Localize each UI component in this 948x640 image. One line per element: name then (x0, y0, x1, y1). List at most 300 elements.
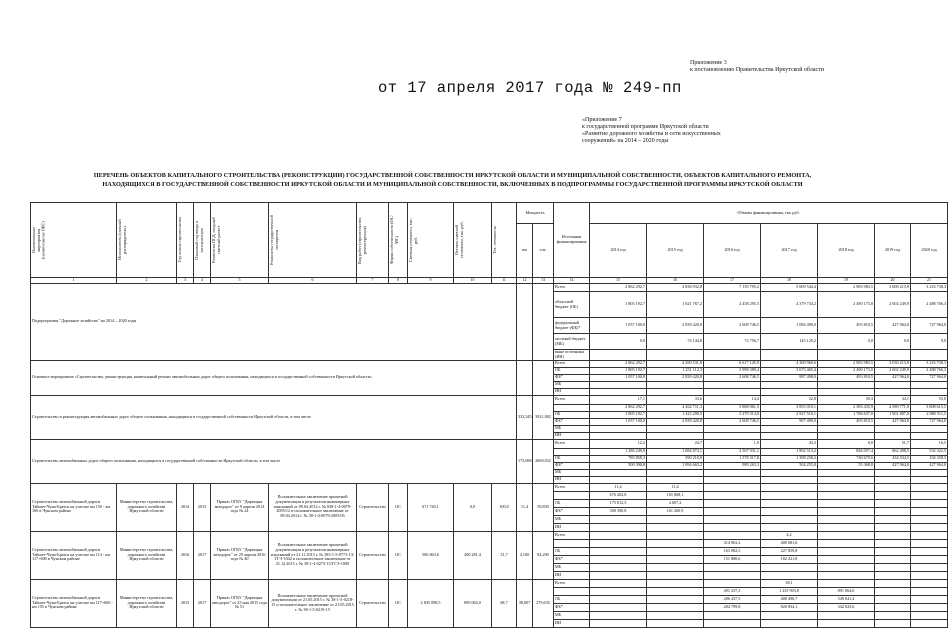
row-value: 2 839 420,8 (647, 418, 704, 425)
row-value (818, 563, 875, 571)
column-number: 2 (117, 278, 177, 284)
object-km: 38,007 (517, 579, 533, 627)
row-value (911, 499, 948, 507)
row-value: 151 880,6 (704, 555, 761, 563)
row-value (818, 350, 875, 361)
row-value: 6 617 145,9 (704, 360, 761, 367)
row-value: 1,0 (704, 439, 761, 448)
volume-header: Объемы финансирования, тыс руб. (590, 203, 948, 224)
row-name: Подпрограмма "Дорожное хозяйство" на 2014 – 2020 годы (31, 284, 517, 361)
row-value (704, 507, 761, 515)
row-value (590, 531, 647, 539)
row-source: ФБ* (554, 462, 590, 469)
row-value: 434 534,5 (875, 455, 911, 462)
row-value (704, 350, 761, 361)
row-value (761, 507, 818, 515)
row-value (761, 571, 818, 579)
object-ownership: ОС (389, 531, 408, 579)
row-value (818, 476, 875, 483)
row-value (911, 579, 948, 587)
row-value: 145 120,2 (761, 334, 818, 350)
row-source: ФБ* (554, 603, 590, 611)
appendix7-line: «Приложение 7 (582, 117, 622, 123)
row-value: 1 057 100,0 (590, 374, 647, 381)
row-value (590, 611, 647, 619)
row-value (647, 515, 704, 523)
row-source: МБ (554, 515, 590, 523)
row-value (590, 350, 647, 361)
object-cost: 586 063,6 (408, 531, 454, 579)
row-value (590, 432, 647, 439)
column-number: 16 (647, 278, 704, 284)
row-name: Основное мероприятие «Строительство, реконструкция, капитальный ремонт автомобильных дорог общего пользования, находящихся в государственной собственности Иркутской области» (31, 360, 517, 395)
object-start-year: 2015 (177, 579, 194, 627)
row-value (818, 571, 875, 579)
object-executor: Министерство строительства, дорожного хозяйства Иркутской области (117, 531, 177, 579)
row-value (818, 619, 875, 627)
row-value (911, 469, 948, 476)
row-value: 1 805 192,7 (590, 411, 647, 418)
row-value: 0,0 (911, 334, 948, 350)
objects-table (30, 202, 948, 628)
object-km: 11,4 (517, 483, 533, 531)
row-value (704, 531, 761, 539)
row-value: 2 983 983,5 (818, 360, 875, 367)
row-value: 4 290 531,9 (647, 360, 704, 367)
row-value: 727 964,0 (911, 318, 948, 334)
row-value (911, 603, 948, 611)
row-value (875, 539, 911, 547)
row-value (761, 611, 818, 619)
col-header: Форма собственности (ОС/МС) (389, 215, 399, 265)
row-value (818, 515, 875, 523)
row-value: 1 684 874,1 (647, 448, 704, 455)
table-row (31, 439, 948, 448)
row-source: областной бюджет (ОБ) (554, 292, 590, 318)
row-value: 34,1 (875, 395, 911, 404)
row-value (647, 547, 704, 555)
row-value (911, 350, 948, 361)
row-value: 504 255,0 (761, 462, 818, 469)
row-value: 11,4 (590, 483, 647, 491)
row-value (761, 483, 818, 491)
object-rest: 890 064,0 (454, 579, 492, 627)
row-source (554, 539, 590, 547)
row-value (818, 381, 875, 388)
row-value: 11,4 (647, 483, 704, 491)
row-source: МБ (554, 381, 590, 388)
row-value (590, 523, 647, 531)
column-number: 18 (761, 278, 818, 284)
row-value (647, 469, 704, 476)
row-value: 1 235 903,8 (761, 587, 818, 595)
row-value: 3 808 615,5 (911, 404, 948, 411)
row-value (590, 515, 647, 523)
row-value: 2 608 746,5 (704, 418, 761, 425)
title-line: ПЕРЕЧЕНЬ ОБЪЕКТОВ КАПИТАЛЬНОГО СТРОИТЕЛЬСТВА (РЕКОНСТРУКЦИИ) ГОСУДАРСТВЕННОЙ СОБСТВЕННОСТИ ИРКУТСКОЙ ОБЛАСТИ И МУНИЦИПАЛЬНОЙ СОБСТВЕННОСТИ, ОБЪЕКТОВ КАПИТАЛЬНОГО РЕМОНТА, (93, 172, 812, 179)
row-value (704, 476, 761, 483)
row-value (875, 603, 911, 611)
row-value (911, 619, 948, 627)
object-cost: 2 845 098,5 (408, 579, 454, 627)
row-value (875, 515, 911, 523)
row-value: 2 839 420,8 (647, 374, 704, 381)
row-value (704, 469, 761, 476)
row-source: МБ (554, 611, 590, 619)
row-source: Всего (554, 284, 590, 292)
row-value: 727 964,0 (911, 374, 948, 381)
row-value (647, 587, 704, 595)
row-value: 907 490,0 (761, 418, 818, 425)
row-value (647, 425, 704, 432)
row-value (875, 476, 911, 483)
col-header: Сметная стоимость, тыс. руб. (408, 217, 418, 263)
row-value: 1 057 100,0 (590, 418, 647, 425)
row-value (818, 539, 875, 547)
row-value (818, 523, 875, 531)
table-row (31, 360, 948, 367)
row-value (647, 571, 704, 579)
row-value (647, 476, 704, 483)
year-header: 2014 год (590, 224, 647, 278)
appendix-line: Приложение 3 (690, 60, 727, 66)
row-value (647, 432, 704, 439)
row-value (911, 507, 948, 515)
row-value (761, 523, 818, 531)
row-value (590, 476, 647, 483)
row-value (704, 381, 761, 388)
row-value: 1 805 192,7 (590, 292, 647, 318)
column-number: 5 (211, 278, 269, 284)
table-row (31, 483, 948, 491)
row-value: 826 057,4 (818, 448, 875, 455)
row-value (875, 611, 911, 619)
row-value: 1 578 317,8 (704, 455, 761, 462)
row-value (875, 563, 911, 571)
col-header: Плановый год ввода в эксплуатацию (194, 220, 204, 260)
row-value: 987 498,0 (761, 374, 818, 381)
row-value: 314 963,2 (704, 539, 761, 547)
row-source: МБ (554, 425, 590, 432)
row-value (590, 571, 647, 579)
row-value: 2 589 771,0 (875, 404, 911, 411)
row-value (647, 350, 704, 361)
column-number: 8 (389, 278, 408, 284)
row-value: 204 799,8 (704, 603, 761, 611)
row-value (818, 483, 875, 491)
row-value: 1 802 513,2 (761, 448, 818, 455)
row-value: 55,0 (911, 395, 948, 404)
row-value (818, 531, 875, 539)
row-value: 182 221,8 (761, 555, 818, 563)
row-value (590, 579, 647, 587)
row-value: 2 490 173,0 (818, 367, 875, 374)
row-source: ИИ (554, 432, 590, 439)
row-value: 2 490 173,0 (818, 292, 875, 318)
row-source: ФБ* (554, 507, 590, 515)
title-line: НАХОДЯЩИХСЯ В ГОСУДАРСТВЕННОЙ СОБСТВЕННОСТИ ИРКУТСКОЙ ОБЛАСТИ И МУНИЦИПАЛЬНОЙ СОБСТВЕННОСТИ, ВКЛЮЧЕННЫХ В ПОДПРОГРАММЫ ГОСУДАРСТВЕННОЙ ПРОГРАММЫ ИРКУТСКОЙ ОБЛАСТИ (102, 181, 803, 188)
col-header: Реквизиты государственной экспертизы (269, 215, 279, 265)
row-value (875, 499, 911, 507)
row-value (875, 425, 911, 432)
row-value (911, 547, 948, 555)
row-value (704, 432, 761, 439)
object-executor: Министерство строительства, дорожного хозяйства Иркутской области (117, 579, 177, 627)
row-value: 2 488 766,3 (911, 367, 948, 374)
object-kind: Строительство (357, 531, 389, 579)
row-value (704, 483, 761, 491)
row-value: 1 057 100,0 (590, 318, 647, 334)
row-value: 2 602 249,9 (875, 367, 911, 374)
object-end-year: 2017 (194, 531, 211, 579)
row-value: 408 496,7 (761, 595, 818, 603)
row-source: местный бюджет (МБ) (554, 334, 590, 350)
row-value (590, 555, 647, 563)
row-value (911, 571, 948, 579)
row-value (875, 350, 911, 361)
row-value: 74 144,8 (647, 334, 704, 350)
row-value: 427 964,0 (911, 462, 948, 469)
row-value (647, 619, 704, 627)
row-value (818, 611, 875, 619)
row-value: 175 812,5 (590, 499, 647, 507)
row-value: 989 263,3 (704, 462, 761, 469)
column-number: 17 (704, 278, 761, 284)
row-value: 2 608 746,5 (704, 318, 761, 334)
row-value (761, 469, 818, 476)
row-value: 1 805 192,7 (590, 367, 647, 374)
object-ownership: ОС (389, 483, 408, 531)
row-value: 1 621 767,2 (647, 292, 704, 318)
row-value (647, 388, 704, 395)
row-value: 3 998 389,4 (704, 367, 761, 374)
row-value (704, 499, 761, 507)
object-pm: 59,830 (533, 483, 554, 531)
row-source: МБ (554, 563, 590, 571)
row-source: ОБ (554, 411, 590, 418)
row-value: 2 880 511,5 (911, 411, 948, 418)
row-value: 24,7 (647, 439, 704, 448)
row-source: ИИ (554, 571, 590, 579)
row-source (554, 404, 590, 411)
row-value (761, 388, 818, 395)
appendix7-note (582, 117, 792, 145)
column-number: 20 (875, 278, 911, 284)
year-header: 2017 год (761, 224, 818, 278)
row-value (875, 491, 911, 499)
row-name: Строительство автомобильных дорог общего пользования, находящихся в государственной собственности Иркутской области, в том числе (31, 439, 517, 483)
object-readiness: 100,0 (492, 483, 517, 531)
row-value: 5 888 061,5 (704, 404, 761, 411)
year-header: 2018 год (818, 224, 875, 278)
row-source: федеральный бюджет (ФБ)* (554, 318, 590, 334)
row-value: 590 210,9 (647, 455, 704, 462)
column-number: 1 (31, 278, 117, 284)
row-value: 493 810,5 (818, 374, 875, 381)
row-value (590, 603, 647, 611)
row-value (590, 587, 647, 595)
row-value (590, 539, 647, 547)
row-value: 1 251 112,3 (647, 367, 704, 374)
row-value (647, 539, 704, 547)
km-header: км (517, 224, 533, 278)
row-value (818, 388, 875, 395)
col-header: Вид работ (строительство, реконструкция) (357, 216, 367, 264)
row-value (590, 619, 647, 627)
row-value: 227 859,8 (761, 547, 818, 555)
appendix7-line: к государственной программе Иркутской области (582, 124, 709, 130)
object-expertise: Положительное заключение проектной документации и результатов инженерных изысканий от 09.04.2014 г. № 038-1-4-0079-2005/12 и положительное заключение от 09.04.2014 г. № 38-1-4-0079-2005/03 (269, 483, 357, 531)
row-value: 862 498,5 (875, 448, 911, 455)
row-value (818, 432, 875, 439)
row-value (590, 595, 647, 603)
row-source: ИИ (554, 619, 590, 627)
row-value: 4 262 711,3 (647, 404, 704, 411)
row-value (911, 611, 948, 619)
row-value (875, 595, 911, 603)
row-value (911, 483, 948, 491)
row-value: 39,3 (818, 395, 875, 404)
row-value (761, 619, 818, 627)
row-km: 173,696 (517, 439, 533, 483)
object-executor: Министерство строительства, дорожного хозяйства Иркутской области (117, 483, 177, 531)
object-pm: 279,635 (533, 579, 554, 627)
column-number: 6 (269, 278, 357, 284)
row-value (704, 523, 761, 531)
row-value (875, 523, 911, 531)
row-value (875, 432, 911, 439)
row-value (590, 563, 647, 571)
object-start-year: 2016 (177, 531, 194, 579)
object-rest: 400 281,4 (454, 531, 492, 579)
column-number: 7 (357, 278, 389, 284)
row-pm (533, 360, 554, 395)
row-value (590, 469, 647, 476)
table-row (31, 284, 948, 292)
row-value: 342 023,6 (818, 603, 875, 611)
object-expertise: Положительное заключение проектной документации и результатов инженерных изысканий от 21.11.2013 г. № 383-1-5-0773-13/ГГЭ-1042 и положительное заключение от 21.12.2015 г. № 38-1-4-0273-15/ГГЭ-1009 (269, 531, 357, 579)
row-value: 2 927 516,1 (761, 411, 818, 418)
row-source (554, 587, 590, 595)
row-value (590, 388, 647, 395)
row-value (647, 563, 704, 571)
row-value (875, 619, 911, 627)
object-pm: 84,200 (533, 531, 554, 579)
row-value: 286 437,5 (704, 595, 761, 603)
row-value (911, 476, 948, 483)
row-value (911, 563, 948, 571)
row-source: МБ (554, 469, 590, 476)
object-psd: Приказ ОГКУ "Дирекция автодорог" от 29 апреля 2016 года № 40 (211, 531, 269, 579)
row-value (818, 491, 875, 499)
row-value: 427 964,0 (875, 318, 911, 334)
row-value: 493 810,5 (818, 318, 875, 334)
object-rest: 0,0 (454, 483, 492, 531)
row-value (911, 432, 948, 439)
table-row (31, 395, 948, 404)
object-readiness: 68,7 (492, 579, 517, 627)
year-header: 2016 год (704, 224, 761, 278)
col-header: Тех. готовность (492, 226, 497, 254)
row-value (761, 563, 818, 571)
object-name: Строительство автомобильной дороги Тайшет-Чуна-Братск на участке км 150 - км 160 в Чунском районе (31, 483, 117, 531)
row-name: Строительство и реконструкция автомобильных дорог общего пользования, находящихся в государственной собственности Иркутской области, в том числе (31, 395, 517, 439)
row-value: 400 081,6 (761, 539, 818, 547)
row-value: 3 855 010,1 (761, 404, 818, 411)
row-pm (533, 284, 554, 361)
power-header: Мощность (517, 203, 554, 224)
source-header: Источники финансирования (554, 203, 590, 278)
row-value (911, 595, 948, 603)
row-source: ИИ (554, 476, 590, 483)
row-value: 1 398 258,2 (761, 455, 818, 462)
row-value: 1 286 249,9 (590, 448, 647, 455)
row-value (911, 555, 948, 563)
row-value: 2 488 766,3 (911, 292, 948, 318)
year-header: 2020 год (911, 224, 948, 278)
row-value (647, 381, 704, 388)
row-value (704, 619, 761, 627)
row-value: 3 216 730,3 (911, 360, 948, 367)
row-value: 4 607,2 (647, 499, 704, 507)
row-value (704, 579, 761, 587)
row-value: 14,4 (704, 395, 761, 404)
row-value: 4 379 734,2 (761, 292, 818, 318)
row-value (761, 499, 818, 507)
object-ownership: ОС (389, 579, 408, 627)
row-value: 55 368,8 (818, 462, 875, 469)
row-value (704, 388, 761, 395)
row-value (911, 425, 948, 432)
row-value: 427 964,0 (875, 374, 911, 381)
column-number: 10 (454, 278, 492, 284)
row-value: 0,0 (818, 439, 875, 448)
row-value: 72 756,7 (704, 334, 761, 350)
row-km (517, 284, 533, 361)
row-value (818, 469, 875, 476)
row-source: Всего (554, 395, 590, 404)
row-value (590, 547, 647, 555)
row-source: ФБ* (554, 374, 590, 381)
row-value: 676 202,8 (590, 491, 647, 499)
row-source: ОБ (554, 455, 590, 462)
row-value: 549 041,4 (818, 595, 875, 603)
row-value: 2 567 931,1 (704, 448, 761, 455)
row-value: 0,0 (818, 334, 875, 350)
row-value (911, 515, 948, 523)
row-source: ФБ* (554, 555, 590, 563)
row-km (517, 360, 533, 395)
row-value: 5 609 544,4 (761, 284, 818, 292)
row-value (818, 507, 875, 515)
appendix7-line: сооружений» на 2014 – 2020 годы (582, 138, 669, 144)
object-name: Строительство автомобильной дороги Тайшет-Чуна-Братск на участке км 117+600 - км 155 в Чунском районе (31, 579, 117, 627)
col-header: Год начала строительства (177, 217, 182, 263)
row-value: 2 862 292,7 (590, 404, 647, 411)
row-value (590, 425, 647, 432)
row-value: 727 964,0 (911, 418, 948, 425)
row-value: 161 260,9 (647, 507, 704, 515)
object-end-year: 2015 (194, 483, 211, 531)
row-value: 826 834,1 (761, 603, 818, 611)
appendix7-line: «Развитие дорожного хозяйства и сети искусственных (582, 131, 721, 137)
row-source: ФБ* (554, 418, 590, 425)
row-value (761, 350, 818, 361)
row-source: Всего (554, 360, 590, 367)
object-kind: Строительство (357, 483, 389, 531)
column-number: 3 (177, 278, 194, 284)
row-value: 0,0 (590, 334, 647, 350)
